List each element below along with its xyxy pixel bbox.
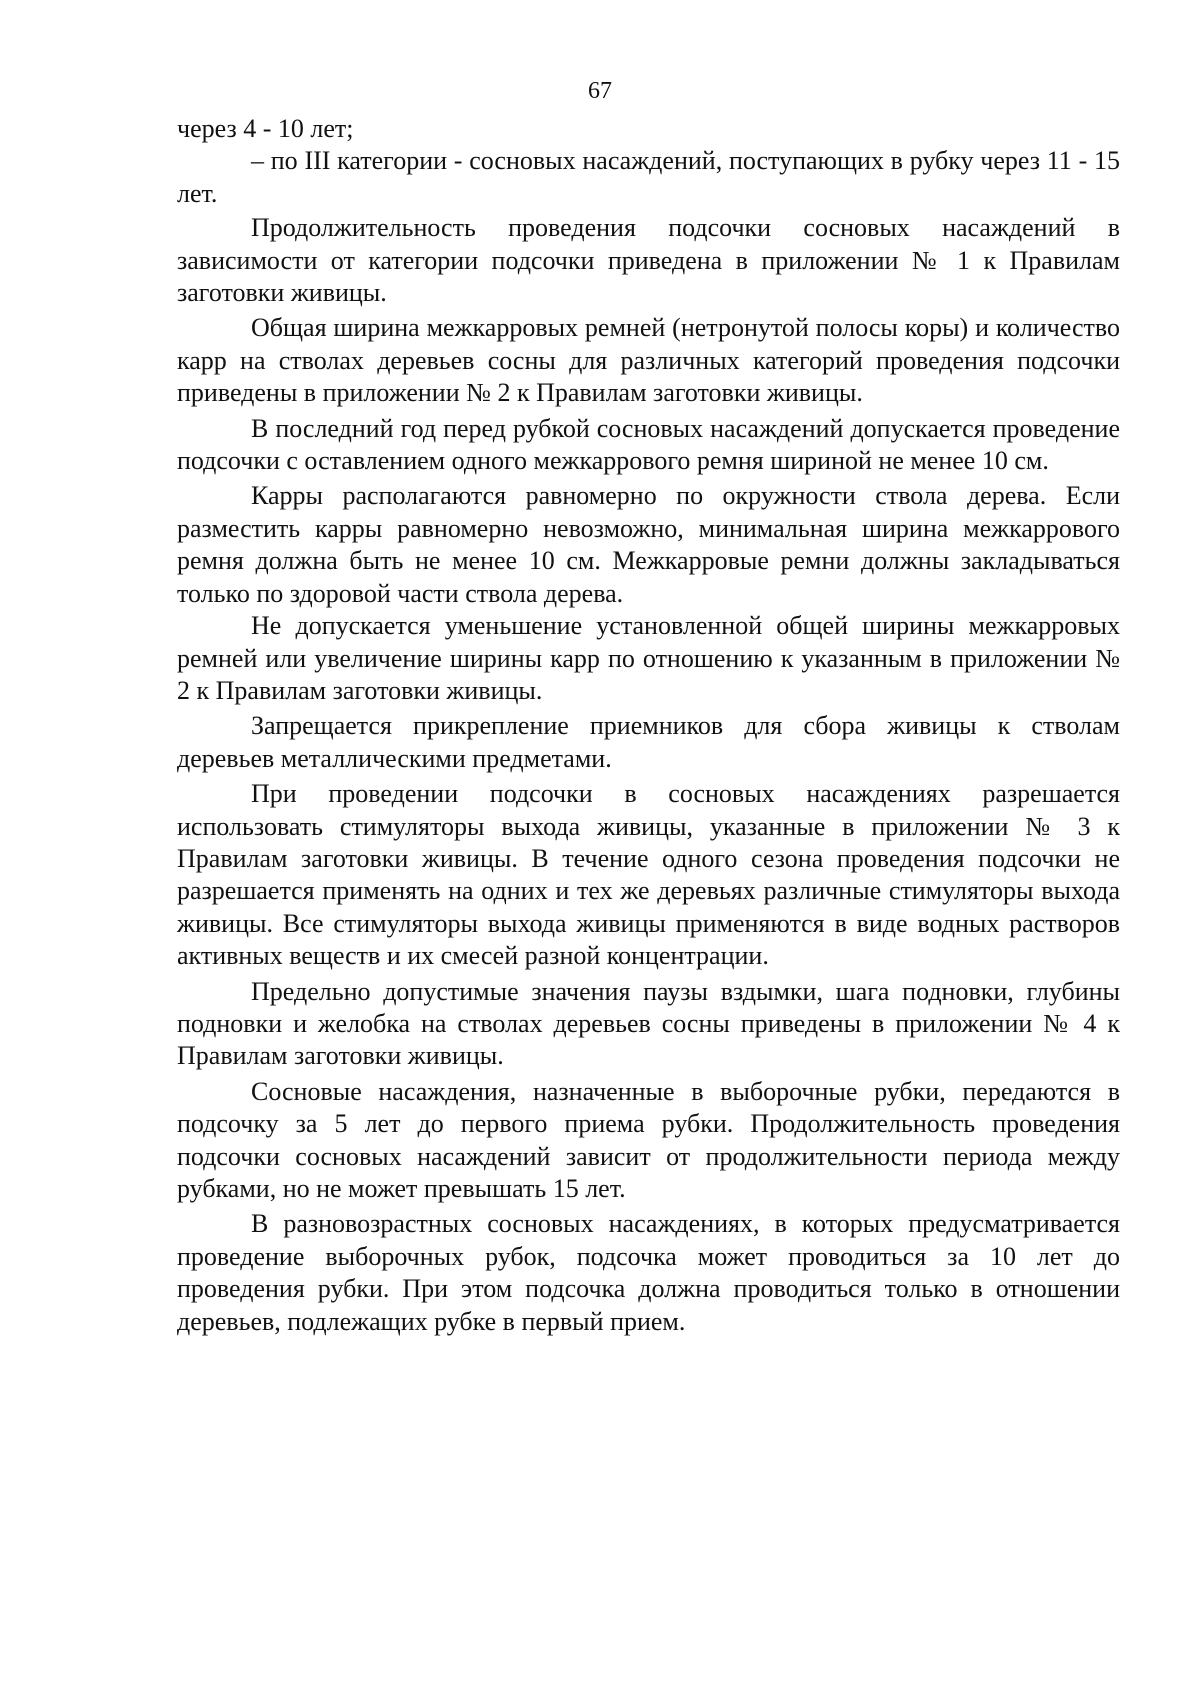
paragraph-category-iii: – по III категории - сосновых насаждений, поступающих в рубку через 11 - 15 лет.: [177, 146, 1120, 208]
paragraph-uneven-aged: В разновозрастных сосновых насаждениях, в которых предусматривается проведение выборочных рубок, подсочка может проводиться за 10 лет до проведения рубки. При этом подсочка должна проводиться только в отношении деревьев, подлежащих рубке в первый прием.: [177, 1209, 1120, 1336]
paragraph-last-year: В последний год перед рубкой сосновых насаждений допускается проведение подсочки с оставлением одного межкаррового ремня шириной не менее 10 см.: [177, 413, 1120, 476]
paragraph-receivers: Запрещается прикрепление приемников для сбора живицы к стволам деревьев металлическими предметами.: [177, 711, 1120, 773]
paragraph-stimulators: При проведении подсочки в сосновых насаждениях разрешается использовать стимуляторы выхода живицы, указанные в приложении № 3 к Правилам заготовки живицы. В течение одного сезона проведения подсочки не разрешается применять на одних и тех же деревьях различные стимуляторы выхода живицы. Все стимуляторы выхода живицы применяются в виде водных растворов активных веществ и их смесей разной концентрации.: [177, 779, 1120, 971]
document-body: [177, 113, 1120, 1338]
paragraph-duration: Продолжительность проведения подсочки сосновых насаждений в зависимости от категории подсочки приведена в приложении № 1 к Правилам заготовки живицы.: [177, 213, 1120, 308]
paragraph-no-reduction: Не допускается уменьшение установленной общей ширины межкарровых ремней или увеличение ширины карр по отношению к указанным в приложении № 2 к Правилам заготовки живицы.: [177, 611, 1120, 705]
page-number: 67: [588, 78, 612, 104]
paragraph-limits: Предельно допустимые значения паузы вздымки, шага подновки, глубины подновки и желобка на стволах деревьев сосны приведены в приложении № 4 к Правилам заготовки живицы.: [177, 976, 1120, 1071]
paragraph-selective-cuttings: Сосновые насаждения, назначенные в выборочные рубки, передаются в подсочку за 5 лет до первого приема рубки. Продолжительность проведения подсочки сосновых насаждений зависит от продолжительности периода между рубками, но не может превышать 15 лет.: [177, 1076, 1120, 1203]
paragraph-continuation: через 4 - 10 лет;: [177, 114, 354, 143]
paragraph-belt-width: Общая ширина межкарровых ремней (нетронутой полосы коры) и количество карр на стволах деревьев сосны для различных категорий проведения подсочки приведены в приложении № 2 к Правилам заготовки живицы.: [177, 313, 1120, 408]
paragraph-carr-placement: Карры располагаются равномерно по окружности ствола дерева. Если разместить карры равномерно невозможно, минимальная ширина межкаррового ремня должна быть не менее 10 см. Межкарровые ремни должны закладываться только по здоровой части ствола дерева.: [177, 481, 1120, 608]
